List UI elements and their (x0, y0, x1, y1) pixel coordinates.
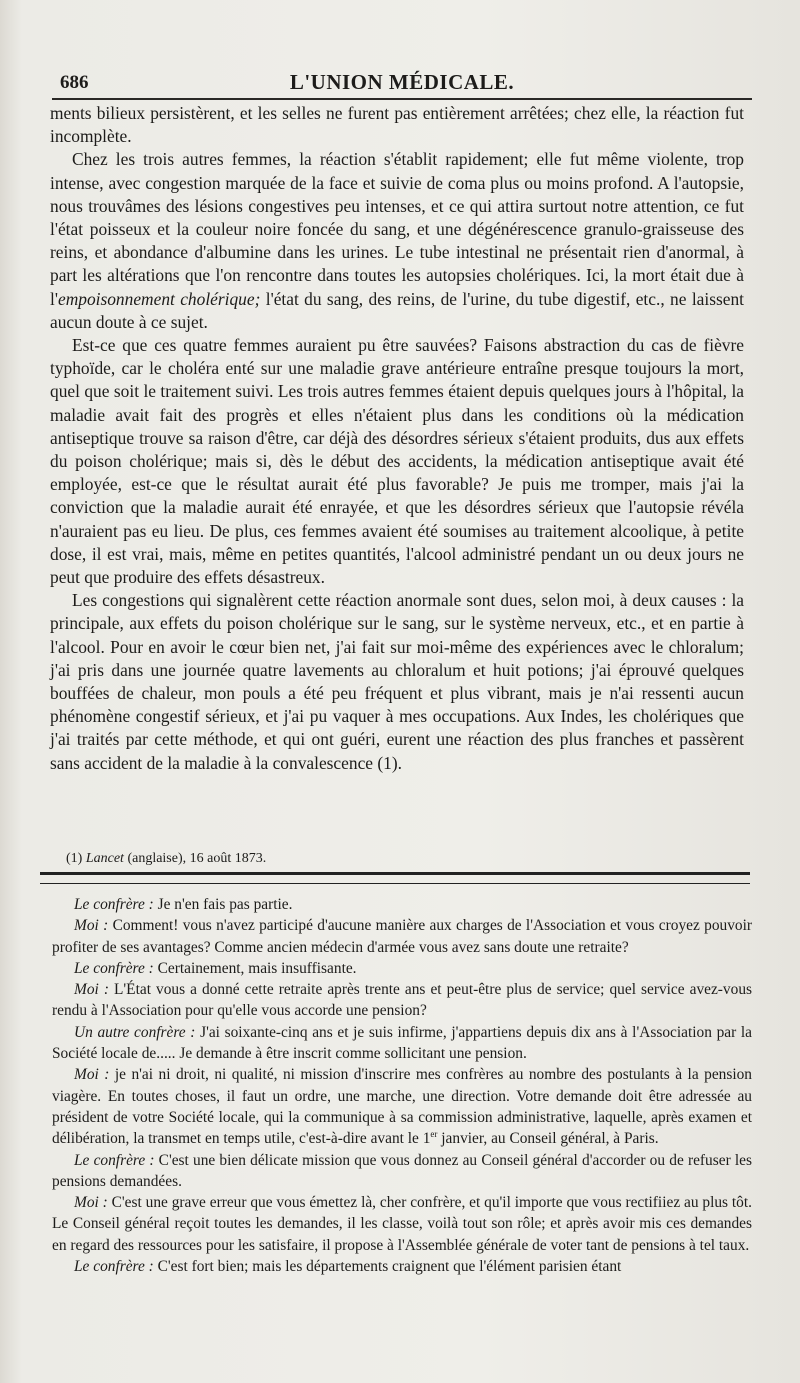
footnote-rest: (anglaise), 16 août 1873. (123, 851, 267, 866)
dialogue-text: Comment! vous n'avez participé d'aucune manière aux charges de l'Association et vous croyez pouvoir profiter de ses avantages? Comme ancien médecin d'armée vous avez sans doute une retraite? (52, 917, 753, 956)
feuilleton-dialogue (52, 894, 752, 1277)
running-header (52, 66, 752, 100)
footnote-marker: (1) (66, 851, 86, 866)
dialogue-speaker: Le confrère : (74, 1258, 154, 1276)
dialogue-line (52, 915, 752, 958)
dialogue-speaker: Le confrère : (74, 959, 154, 977)
paragraph-2-italic: empoisonnement cholérique; (57, 288, 261, 309)
dialogue-line (52, 1256, 752, 1277)
paragraph-3: Est-ce que ces quatre femmes auraient pu être sauvées? Faisons abstraction du cas de fièvre typhoïde, car le choléra enté sur une maladie grave antérieure entraîne presque toujours la mort, quel que soit le traitement suivi. Les trois autres femmes étaient depuis quelques jours à l'hôpital, la maladie avait fait des progrès et elles n'étaient plus dans les conditions où la médication antiseptique trouve sa raison d'être, car déjà des désordres sérieux s'étaient produits, dus aux effets du poison cholérique; mais si, dès le début des accidents, la médication antiseptique avait été employée, est-ce que le résultat aurait été plus favorable? Je puis me tromper, mais j'ai la conviction que la maladie aurait été enrayée, et que les désordres sérieux que l'autopsie révéla n'auraient pas eu lieu. De plus, ces femmes avaient été soumises au traitement alcoolique, à petite dose, il est vrai, mais, même en petites quantités, l'alcool administré pendant un ou deux jours ne peut que produire des effets désastreux. (50, 335, 744, 588)
dialogue-text: Certainement, mais insuffisante. (153, 959, 357, 977)
footnote-source: Lancet (85, 851, 124, 866)
header-rule (52, 98, 752, 100)
dialogue-speaker: Un autre confrère : (74, 1023, 196, 1041)
dialogue-speaker: Le confrère : (74, 1151, 155, 1169)
page-number: 686 (60, 72, 89, 93)
footnote (50, 850, 744, 868)
dialogue-text: C'est une bien délicate mission que vous donnez au Conseil général d'accorder ou de refuser les pensions demandées. (52, 1151, 752, 1190)
feuilleton-separator (40, 872, 750, 884)
dialogue-line (52, 1022, 752, 1065)
dialogue-text: C'est une grave erreur que vous émettez là, cher confrère, et qu'il importe que vous rectifiiez au plus tôt. Le Conseil général reçoit toutes les demandes, il les classe, voilà tout son rôle; et après avoir mis ces demandes en regard des ressources pour les satisfaire, il propose à l'Assemblée générale de voter tant de pensions à tel taux. (52, 1194, 752, 1254)
dialogue-line (52, 894, 752, 915)
dialogue-speaker: Moi : (74, 981, 109, 999)
article-body (50, 102, 744, 775)
paragraph-4: Les congestions qui signalèrent cette réaction anormale sont dues, selon moi, à deux causes : la principale, aux effets du poison cholérique sur le sang, sur le système nerveux, etc., et en partie à l'alcool. Pour en avoir le cœur bien net, j'ai fait sur moi-même des expériences avec le chloralum; j'ai pris dans une journée quatre lavements au chloralum et huit potions; j'ai éprouvé quelques bouffées de chaleur, mon pouls a été peu fréquent et plus vibrant, mais je n'ai ressenti aucun phénomène congestif sérieux, et j'ai pu vaquer à mes occupations. Aux Indes, les cholériques que j'ai traités par cette méthode, et qui ont guéri, eurent une réaction des plus franches et passèrent sans accident de la maladie à la convalescence (1). (50, 590, 744, 773)
dialogue-line (52, 958, 752, 979)
paragraph-1: ments bilieux persistèrent, et les selles ne furent pas entièrement arrêtées; chez elle, la réaction fut incomplète. (50, 103, 744, 147)
dialogue-text: C'est fort bien; mais les départements craignent que l'élément parisien étant (153, 1258, 622, 1276)
dialogue-text: je n'ai ni droit, ni qualité, ni mission d'inscrire mes confrères au nombre des postulants à la pension viagère. En toutes choses, il faut un ordre, une marche, une direction. Votre demande doit être adressée au président de votre Société locale, qui la communique à sa commission administrative, laquelle, après examen et délibération, la transmet en temps utile, c'est-à-dire avant le 1er janvier, au Conseil général, à Paris. (52, 1066, 752, 1148)
dialogue-line (52, 1192, 752, 1256)
dialogue-speaker: Moi : (74, 917, 109, 935)
paragraph-2-end: l'état du sang, des reins, de l'urine, du tube digestif, etc., ne laissent aucun doute à ce sujet. (50, 288, 744, 332)
dialogue-speaker: Moi : (74, 1066, 110, 1084)
dialogue-text: L'État vous a donné cette retraite après trente ans et peut-être plus de service; quel service avez-vous rendu à l'Association pour qu'elle vous accorde une pension? (52, 981, 753, 1020)
dialogue-text: Je n'en fais pas partie. (153, 896, 293, 913)
dialogue-line (52, 1064, 752, 1149)
paragraph-2 (50, 148, 744, 334)
dialogue-line (52, 979, 752, 1022)
dialogue-line (52, 1150, 752, 1193)
dialogue-text: J'ai soixante-cinq ans et je suis infirme, j'appartiens depuis dix ans à l'Association par la Société locale de..... Je demande à être inscrit comme sollicitant une pension. (52, 1023, 752, 1063)
dialogue-speaker: Le confrère : (74, 896, 154, 913)
ordinal-superscript: er (430, 1129, 438, 1140)
dialogue-speaker: Moi : (74, 1194, 108, 1212)
paragraph-2-text: Chez les trois autres femmes, la réaction s'établit rapidement; elle fut même violente, trop intense, avec congestion marquée de la face et suivie de coma plus ou moins profond. A l'autopsie, nous trouvâmes des lésions congestives peu intenses, et ce qui attira surtout notre attention, ce fut l'état poisseux et la couleur noire foncée du sang, et une dégénérescence granulo-graisseuse des reins, et abondance d'albumine dans les urines. Le tube intestinal ne présentait rien d'anormal, à part les altérations que l'on rencontre dans toutes les autopsies cholériques. Ici, la mort était due à l' (50, 149, 744, 309)
journal-title: L'UNION MÉDICALE. (289, 70, 515, 94)
